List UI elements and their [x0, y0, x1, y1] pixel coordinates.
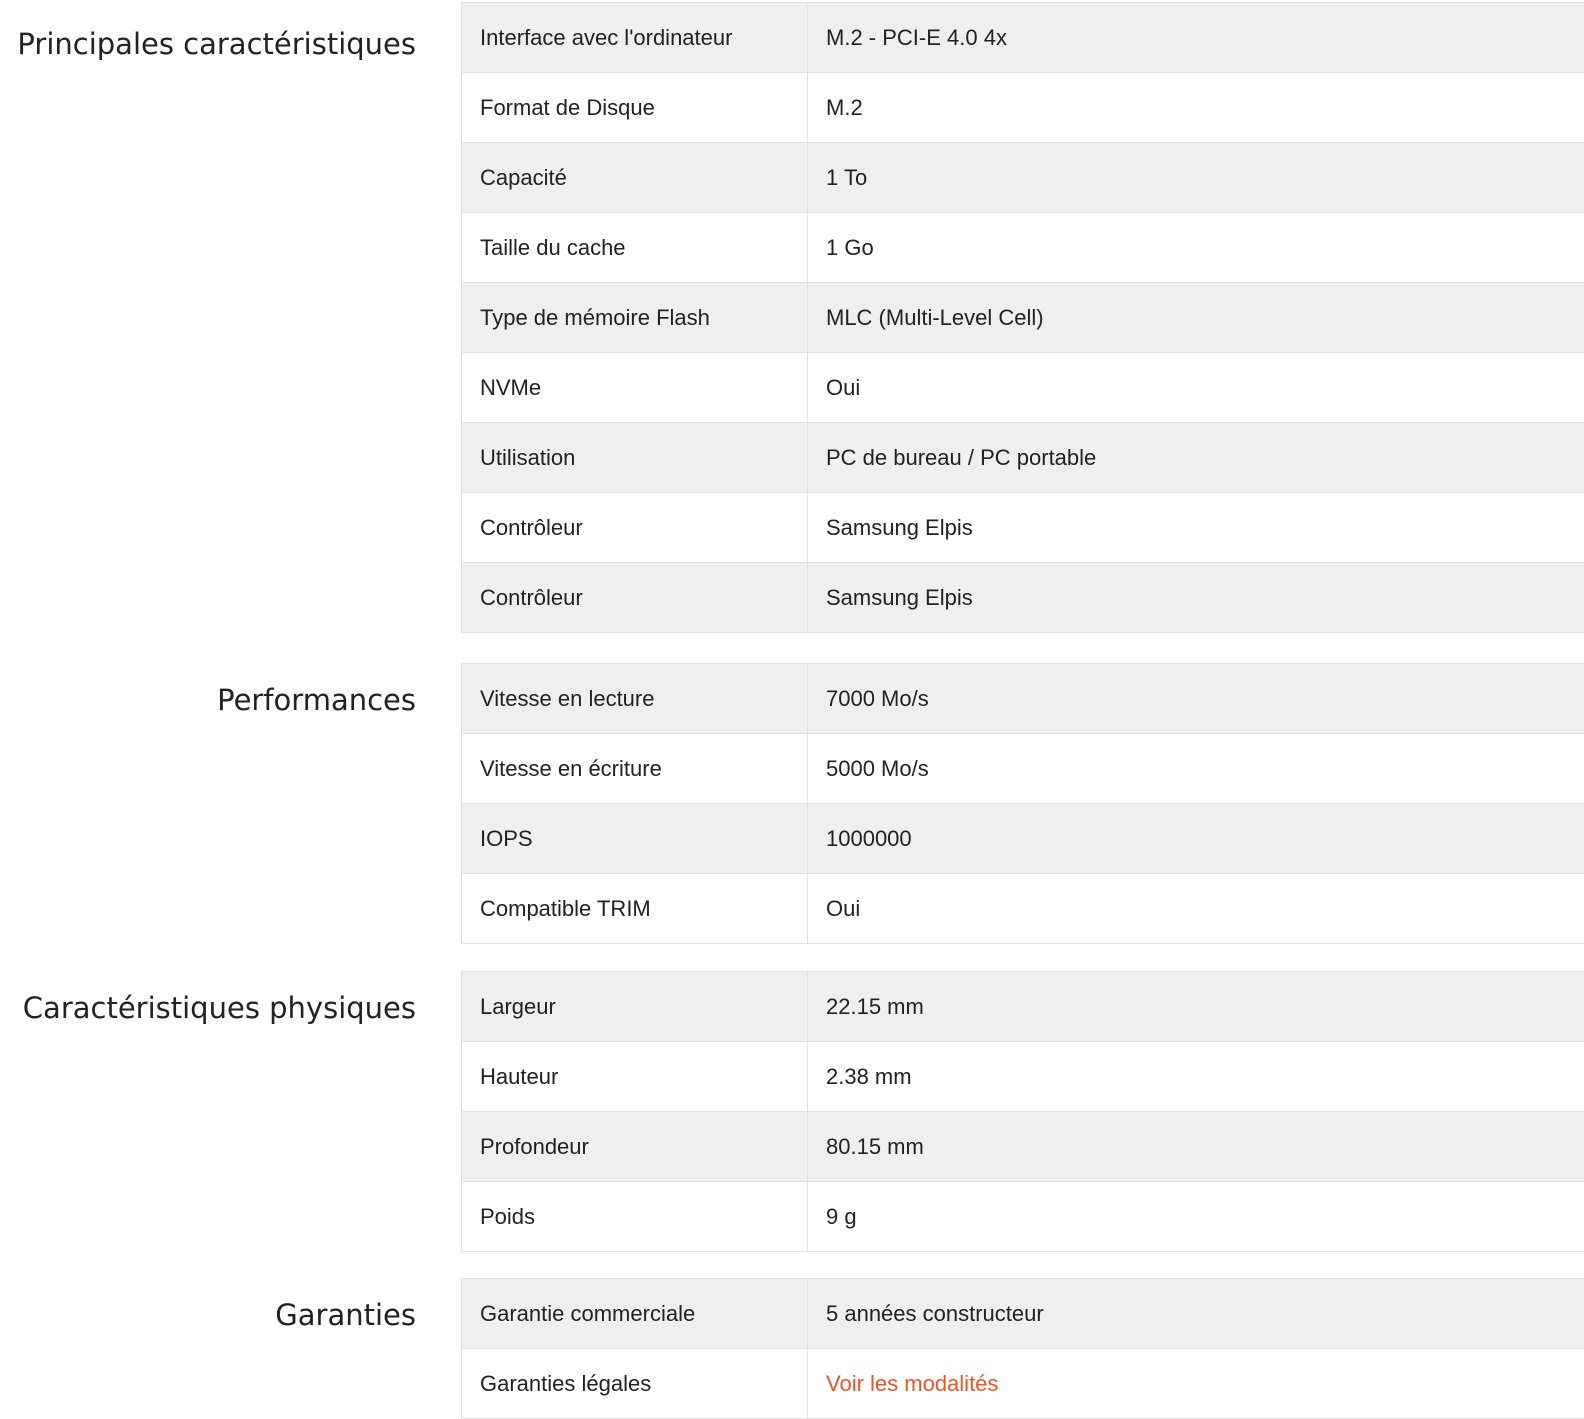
spec-label: Contrôleur [462, 493, 808, 563]
spec-label: Hauteur [462, 1042, 808, 1112]
spec-label: Format de Disque [462, 73, 808, 143]
spec-value: 2.38 mm [808, 1042, 1584, 1112]
spec-value: 5000 Mo/s [808, 734, 1584, 804]
spec-label: Utilisation [462, 423, 808, 493]
spec-value: Samsung Elpis [808, 493, 1584, 563]
spec-value: Samsung Elpis [808, 563, 1584, 633]
table-row [462, 283, 1584, 353]
table-row [462, 563, 1584, 633]
table-row [462, 493, 1584, 563]
spec-label: Poids [462, 1182, 808, 1252]
spec-value: 1 Go [808, 213, 1584, 283]
table-row [462, 1349, 1584, 1419]
spec-table [461, 971, 1584, 1252]
spec-table [461, 2, 1584, 633]
table-row [462, 353, 1584, 423]
spec-value: PC de bureau / PC portable [808, 423, 1584, 493]
table-row [462, 972, 1584, 1042]
warranty-terms-link[interactable]: Voir les modalités [826, 1371, 998, 1396]
section-title: Caractéristiques physiques [0, 988, 416, 1028]
table-row [462, 1042, 1584, 1112]
table-row [462, 874, 1584, 944]
spec-label: Vitesse en lecture [462, 664, 808, 734]
spec-value: M.2 - PCI-E 4.0 4x [808, 3, 1584, 73]
table-row [462, 664, 1584, 734]
spec-label: Compatible TRIM [462, 874, 808, 944]
spec-value: Oui [808, 874, 1584, 944]
section-title: Performances [0, 680, 416, 720]
spec-label: Profondeur [462, 1112, 808, 1182]
spec-table [461, 1278, 1584, 1419]
spec-label: Interface avec l'ordinateur [462, 3, 808, 73]
spec-label: Contrôleur [462, 563, 808, 633]
spec-value: MLC (Multi-Level Cell) [808, 283, 1584, 353]
spec-label: Capacité [462, 143, 808, 213]
spec-label: Garanties légales [462, 1349, 808, 1419]
table-row [462, 213, 1584, 283]
spec-label: Garantie commerciale [462, 1279, 808, 1349]
table-row [462, 73, 1584, 143]
table-row [462, 3, 1584, 73]
spec-label: Taille du cache [462, 213, 808, 283]
spec-value: 22.15 mm [808, 972, 1584, 1042]
section-title: Principales caractéristiques [0, 24, 416, 64]
table-row [462, 804, 1584, 874]
spec-value: 7000 Mo/s [808, 664, 1584, 734]
spec-label: NVMe [462, 353, 808, 423]
table-row [462, 1112, 1584, 1182]
table-row [462, 1182, 1584, 1252]
spec-label: Largeur [462, 972, 808, 1042]
spec-value: Oui [808, 353, 1584, 423]
table-row [462, 143, 1584, 213]
spec-value: 1000000 [808, 804, 1584, 874]
spec-value: 5 années constructeur [808, 1279, 1584, 1349]
table-row [462, 734, 1584, 804]
section-title: Garanties [0, 1295, 416, 1335]
spec-label: IOPS [462, 804, 808, 874]
spec-table [461, 663, 1584, 944]
spec-label: Type de mémoire Flash [462, 283, 808, 353]
spec-value: M.2 [808, 73, 1584, 143]
spec-value: 9 g [808, 1182, 1584, 1252]
spec-label: Vitesse en écriture [462, 734, 808, 804]
spec-value: 80.15 mm [808, 1112, 1584, 1182]
table-row [462, 1279, 1584, 1349]
spec-value: 1 To [808, 143, 1584, 213]
table-row [462, 423, 1584, 493]
spec-value-cell [808, 1349, 1584, 1419]
